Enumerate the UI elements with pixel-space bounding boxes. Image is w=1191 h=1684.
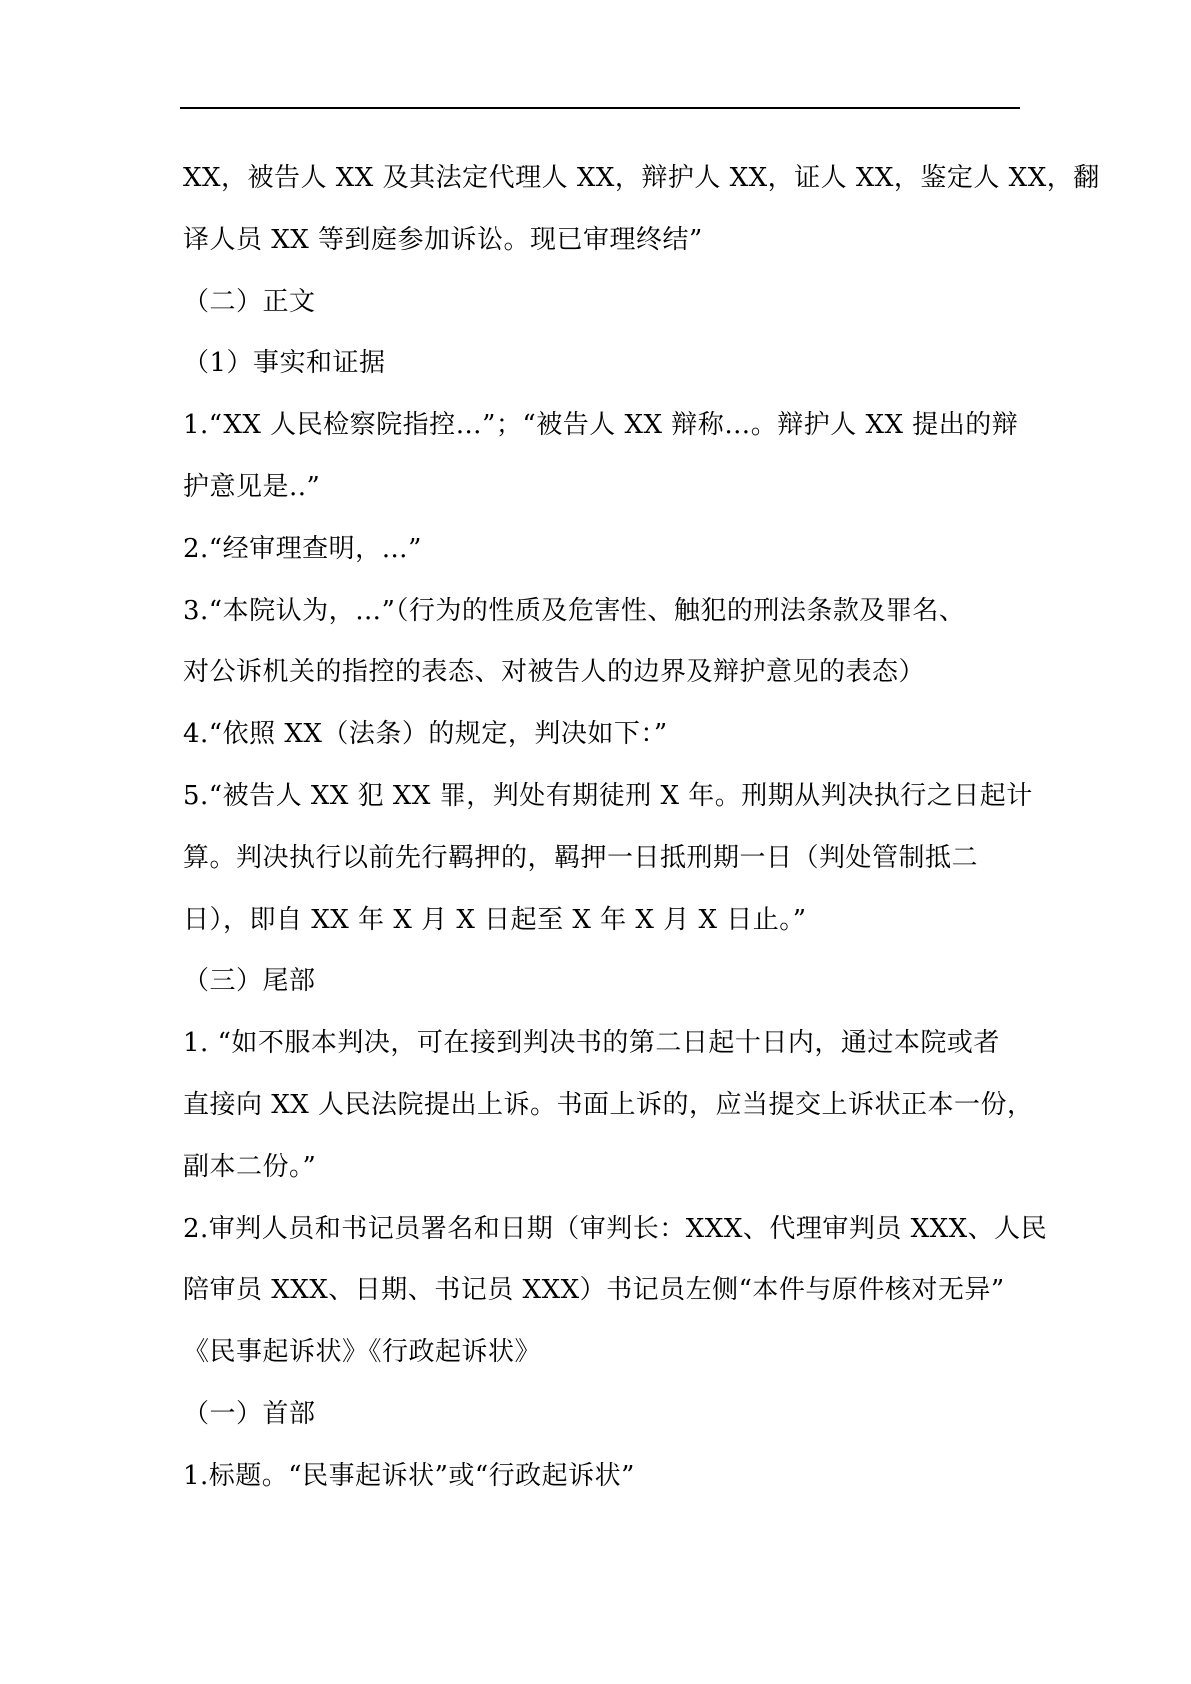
header-rule	[180, 107, 1020, 109]
text-line: 1. “如不服本判决，可在接到判决书的第二日起十日内，通过本院或者	[183, 1028, 1000, 1059]
text-line: 2.“经审理查明，…”	[183, 533, 422, 564]
text-line: 5.“被告人 XX 犯 XX 罪，判处有期徒刑 X 年。刑期从判决执行之日起计	[183, 780, 1033, 811]
document-body	[183, 148, 1100, 1508]
text-line: 算。判决执行以前先行羁押的，羁押一日抵刑期一日（判处管制抵二	[183, 842, 979, 873]
text-line: 4.“依照 XX（法条）的规定，判决如下：”	[183, 719, 668, 750]
text-line: 1.“XX 人民检察院指控…”；“被告人 XX 辩称…。辩护人 XX 提出的辩	[183, 410, 1019, 441]
text-line: 副本二份。”	[183, 1151, 317, 1182]
text-line: 1.标题。“民事起诉状”或“行政起诉状”	[183, 1460, 635, 1491]
text-line: 护意见是..”	[183, 471, 321, 502]
text-line: 直接向 XX 人民法院提出上诉。书面上诉的，应当提交上诉状正本一份，	[183, 1089, 1034, 1120]
subsection-heading: （1）事实和证据	[183, 348, 386, 379]
text-line: 陪审员 XXX、日期、书记员 XXX）书记员左侧“本件与原件核对无异”	[183, 1275, 1005, 1306]
text-line: 译人员 XX 等到庭参加诉讼。现已审理终结”	[183, 224, 703, 255]
text-line: 对公诉机关的指控的表态、对被告人的边界及辩护意见的表态）	[183, 657, 926, 688]
text-line: XX，被告人 XX 及其法定代理人 XX，辩护人 XX，证人 XX，鉴定人 XX，翻	[183, 163, 1100, 193]
text-line: 日），即自 XX 年 X 月 X 日起至 X 年 X 月 X 日止。”	[183, 904, 807, 935]
section-heading: （二）正文	[183, 286, 316, 317]
section-heading: （三）尾部	[183, 966, 316, 997]
text-line: 2.审判人员和书记员署名和日期（审判长：XXX、代理审判员 XXX、人民	[183, 1213, 1048, 1244]
text-line: 3.“本院认为，…”（行为的性质及危害性、触犯的刑法条款及罪名、	[183, 595, 966, 626]
document-title-heading: 《民事起诉状》《行政起诉状》	[183, 1337, 542, 1368]
section-heading: （一）首部	[183, 1398, 316, 1429]
